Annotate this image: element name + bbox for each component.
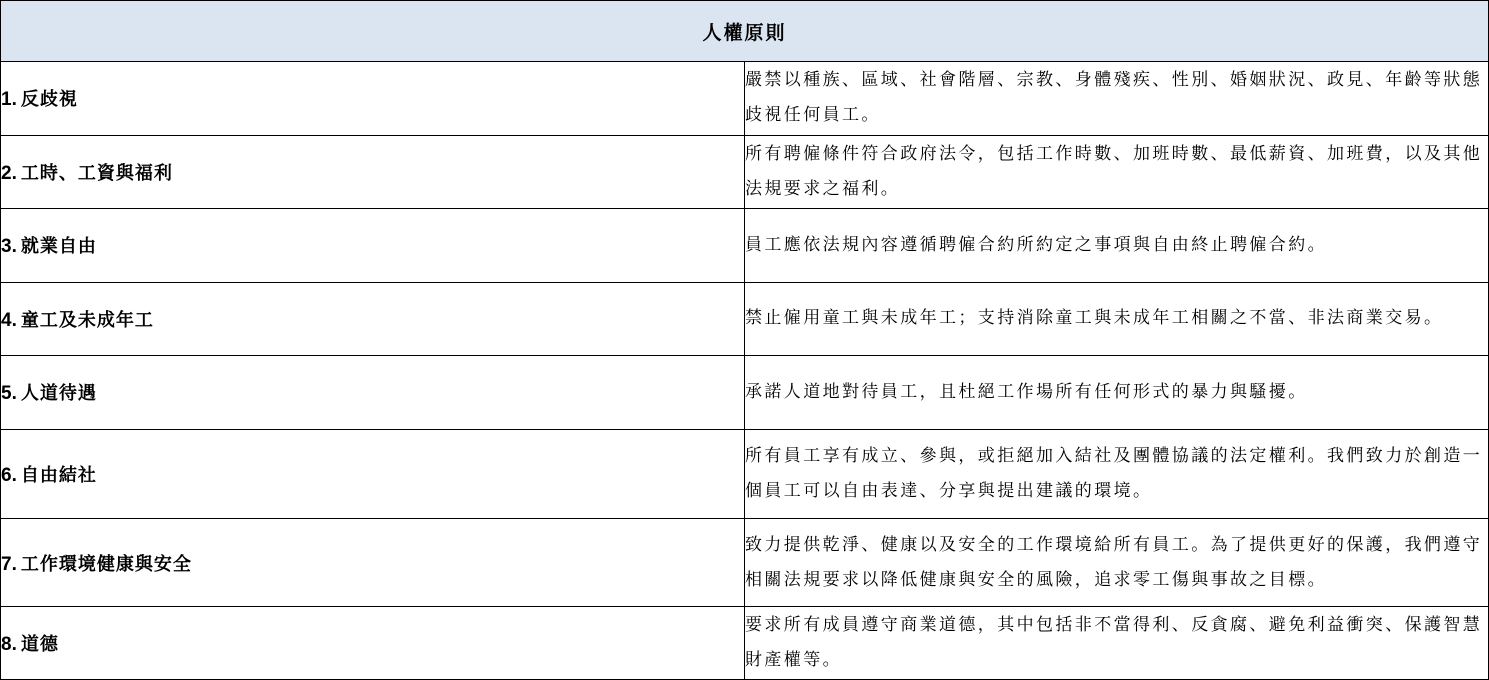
principle-number: 1. [1,89,17,111]
table-row [1,429,1489,518]
table-row [1,356,1489,430]
principle-number: 5. [1,383,17,405]
principle-description: 嚴禁以種族、區域、社會階層、宗教、身體殘疾、性別、婚姻狀況、政見、年齡等狀態歧視任何員工。 [745,62,1489,136]
table-title: 人權原則 [1,1,1489,62]
principle-name-cell [1,429,745,518]
table-header-row [1,1,1489,62]
principle-name-cell [1,518,745,607]
table-row [1,209,1489,283]
principle-description: 禁止僱用童工與未成年工；支持消除童工與未成年工相關之不當、非法商業交易。 [745,282,1489,356]
principle-description: 要求所有成員遵守商業道德，其中包括非不當得利、反貪腐、避免利益衝突、保護智慧財產權等。 [745,607,1489,680]
principle-name-cell [1,282,745,356]
principle-name: 就業自由 [20,236,97,258]
principle-name: 自由結社 [20,464,97,486]
principle-number: 2. [1,162,17,184]
principle-name-cell [1,607,745,680]
principle-name: 反歧視 [20,89,78,111]
principle-description: 承諾人道地對待員工，且杜絕工作場所有任何形式的暴力與騷擾。 [745,356,1489,430]
principle-name-cell [1,209,745,283]
principle-description: 員工應依法規內容遵循聘僱合約所約定之事項與自由終止聘僱合約。 [745,209,1489,283]
principle-name: 工時、工資與福利 [20,162,173,184]
principle-name: 人道待遇 [20,383,97,405]
principle-name: 道德 [20,634,59,656]
principle-name-cell [1,135,745,209]
principle-name-cell [1,62,745,136]
principle-name: 童工及未成年工 [20,309,154,331]
table-row [1,607,1489,680]
principle-number: 8. [1,634,17,656]
table-row [1,518,1489,607]
principle-name: 工作環境健康與安全 [20,553,192,575]
table-row [1,135,1489,209]
table-row [1,62,1489,136]
principle-description: 所有員工享有成立、參與，或拒絕加入結社及團體協議的法定權利。我們致力於創造一個員工可以自由表達、分享與提出建議的環境。 [745,429,1489,518]
principle-number: 6. [1,464,17,486]
principle-description: 致力提供乾淨、健康以及安全的工作環境給所有員工。為了提供更好的保護，我們遵守相關法規要求以降低健康與安全的風險，追求零工傷與事故之目標。 [745,518,1489,607]
principle-number: 7. [1,553,17,575]
principle-name-cell [1,356,745,430]
table-row [1,282,1489,356]
principle-description: 所有聘僱條件符合政府法令，包括工作時數、加班時數、最低薪資、加班費，以及其他法規要求之福利。 [745,135,1489,209]
principle-number: 4. [1,309,17,331]
principle-number: 3. [1,236,17,258]
